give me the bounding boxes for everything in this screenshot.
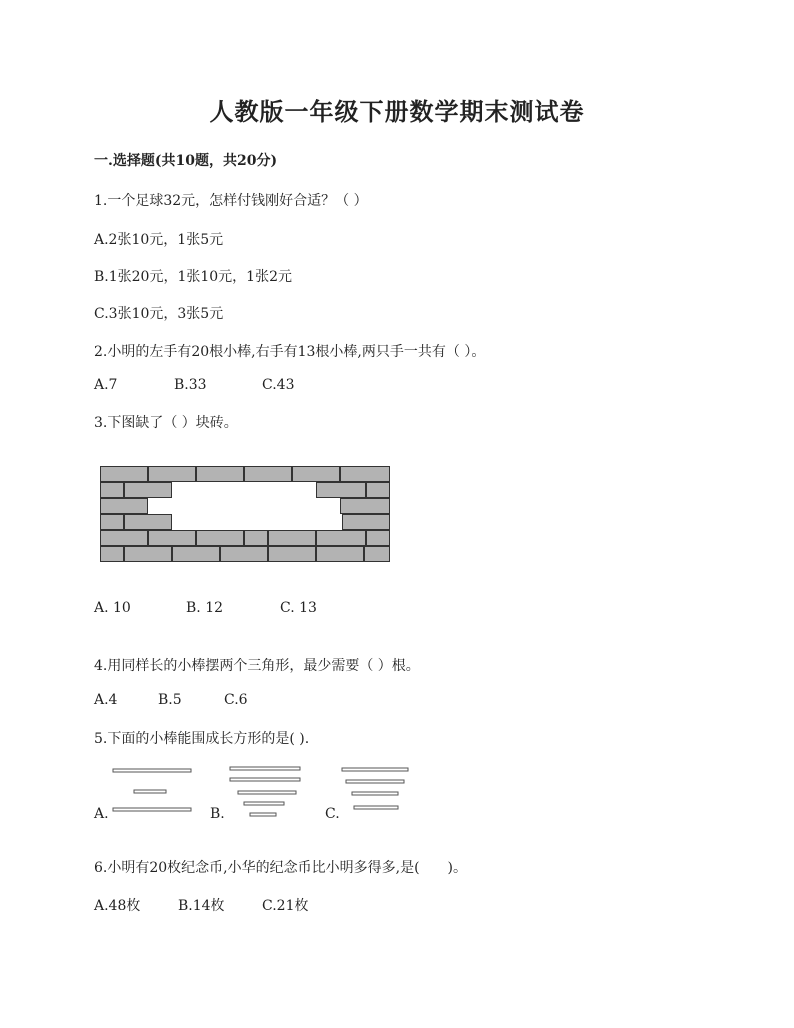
brick-wall-figure xyxy=(100,466,392,562)
brick xyxy=(101,531,148,546)
question-1-option-a: A.2张10元，1张5元 xyxy=(94,232,224,248)
brick xyxy=(125,515,172,530)
brick xyxy=(341,499,390,514)
stick xyxy=(352,792,398,795)
question-5-option-c: C. xyxy=(325,806,340,822)
brick xyxy=(317,547,364,562)
stick xyxy=(113,769,191,772)
brick xyxy=(101,467,148,482)
stick xyxy=(113,808,191,811)
question-1-option-c: C.3张10元，3张5元 xyxy=(94,306,224,322)
question-2-option-b: B.33 xyxy=(174,377,207,393)
stick xyxy=(238,791,296,794)
stick xyxy=(230,778,300,781)
brick xyxy=(343,515,390,530)
question-1-stem: 1.一个足球32元，怎样付钱刚好合适？（ ） xyxy=(94,193,368,209)
question-6-stem: 6.小明有20枚纪念币,小华的纪念币比小明多得多,是( )。 xyxy=(94,860,467,876)
stick-set-c xyxy=(342,768,408,809)
question-3-option-c: C. 13 xyxy=(280,600,317,616)
question-5-option-a: A. xyxy=(94,806,109,822)
question-6-option-c: C.21枚 xyxy=(262,898,309,914)
brick xyxy=(101,547,124,562)
question-3-option-b: B. 12 xyxy=(186,600,224,616)
question-6-option-b: B.14枚 xyxy=(178,898,225,914)
question-4-stem: 4.用同样长的小棒摆两个三角形，最少需要（ ）根。 xyxy=(94,658,420,674)
brick xyxy=(269,547,316,562)
stick-set-b xyxy=(230,767,300,816)
stick xyxy=(346,780,404,783)
brick xyxy=(341,467,390,482)
brick xyxy=(173,547,220,562)
question-2-option-a: A.7 xyxy=(94,377,118,393)
brick xyxy=(101,499,148,514)
question-4-option-a: A.4 xyxy=(94,692,118,708)
brick xyxy=(365,547,390,562)
brick-wall-svg xyxy=(100,466,392,562)
brick xyxy=(197,467,244,482)
brick xyxy=(317,483,366,498)
brick xyxy=(149,531,196,546)
question-2-stem: 2.小明的左手有20根小棒,右手有13根小棒,两只手一共有（ ）。 xyxy=(94,344,486,360)
question-5-option-b: B. xyxy=(210,806,225,822)
brick xyxy=(221,547,268,562)
brick xyxy=(101,483,124,498)
question-2-option-c: C.43 xyxy=(262,377,295,393)
question-4-option-c: C.6 xyxy=(224,692,248,708)
brick xyxy=(245,531,268,546)
page-title: 人教版一年级下册数学期末测试卷 xyxy=(209,97,585,126)
section-heading: 一.选择题(共10题，共20分) xyxy=(94,153,278,169)
brick xyxy=(269,531,316,546)
question-6-option-a: A.48枚 xyxy=(94,898,141,914)
sticks-figure xyxy=(94,760,424,820)
brick xyxy=(367,483,390,498)
brick xyxy=(149,467,196,482)
stick xyxy=(134,790,166,793)
brick xyxy=(245,467,292,482)
stick xyxy=(230,767,300,770)
question-5-stem: 5.下面的小棒能围成长方形的是( ). xyxy=(94,731,310,747)
sticks-svg xyxy=(94,760,424,820)
stick xyxy=(250,813,276,816)
brick xyxy=(125,483,172,498)
brick xyxy=(125,547,172,562)
brick xyxy=(317,531,366,546)
brick xyxy=(367,531,390,546)
stick xyxy=(354,806,398,809)
brick xyxy=(101,515,124,530)
question-1-option-b: B.1张20元，1张10元，1张2元 xyxy=(94,269,292,285)
brick xyxy=(197,531,244,546)
stick-set-a xyxy=(113,769,191,811)
brick xyxy=(293,467,340,482)
stick xyxy=(244,802,284,805)
stick xyxy=(342,768,408,771)
question-4-option-b: B.5 xyxy=(158,692,182,708)
question-3-option-a: A. 10 xyxy=(94,600,131,616)
question-3-stem: 3.下图缺了（ ）块砖。 xyxy=(94,415,238,431)
